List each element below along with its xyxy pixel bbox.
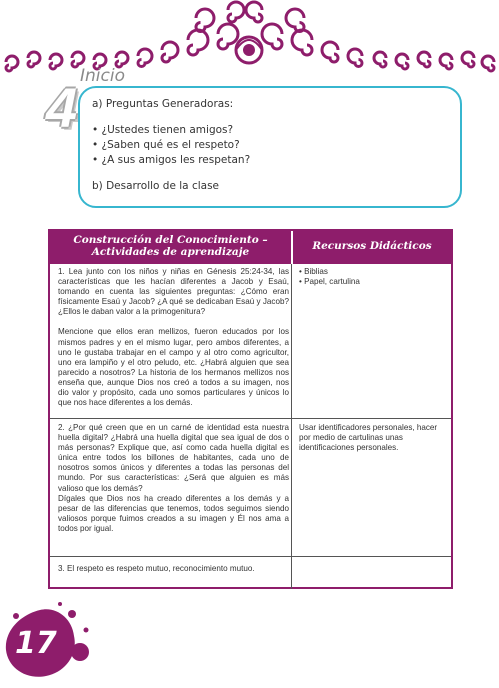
swirl-ornament-icon [0,0,499,80]
row-divider [50,418,451,419]
step-number: 4 [46,76,78,139]
intro-question: • ¿Saben qué es el respeto? [92,139,240,151]
intro-question: • ¿A sus amigos les respetan? [92,154,251,166]
page-number: 17 [15,626,57,661]
section-title: Inicio [80,66,125,86]
column-divider [291,264,292,589]
intro-footer: b) Desarrollo de la clase [92,180,219,192]
intro-question: • ¿Ustedes tienen amigos? [92,124,234,136]
table-row-1-activity: 1. Lea junto con los niños y niñas en Génesis 25:24-34, las características que les hacían diferentes a Jacob y Esaú, tomando en cuenta las siguientes preguntas: ¿Cómo eran físicamente Esaú y Jacob? ¿A qué se dedicaban Esaú y Jacob? ¿Ellos le daban valor a la primogenitura? Mencione que ellos eran mellizos, fueron educados por los mismos padres y en el mismo lugar, pero ambos diferentes, a uno le gustaba trabajar en el campo y al otro como agricultor, uno era lampiño y el otro peludo, etc. ¿Habrá alguien que sea parecido a nosotros? La historia de los hermanos mellizos nos enseña que, aunque Dios nos creó a todos a su imagen, nos dio valor y propósito, cada uno somos particulares y únicos lo que nos hace diferentes a los demás. [58,267,289,408]
intro-box [78,86,462,208]
activities-table [48,229,453,589]
row-divider [50,556,451,557]
table-row-1-resources: • Biblias • Papel, cartulina [299,267,360,287]
table-header [50,231,451,264]
header-resources: Recursos Didácticos [312,240,432,252]
table-row-3-activity: 3. El respeto es respeto mutuo, reconocimiento mutuo. [58,564,255,573]
intro-title: a) Preguntas Generadoras: [92,98,234,110]
header-activities: Construcción del Conocimiento – Actividades de aprendizaje [73,234,268,258]
table-row-2-activity: 2. ¿Por qué creen que en un carné de identidad esta nuestra huella digital? ¿Habrá una huella digital que sea igual de dos o más personas? Explique que, así como cada huella digital es única entre todos los billones de habitantes, cada uno de nosotros somos únicos y diferentes a todas las personas del mundo. Por sus características: ¿Será que alguien es más valioso que los demás? Dígales que Dios nos ha creado diferentes a los demás y a pesar de las diferencias que tenemos, todos seguimos siendo valiosos porque fuimos creados a su imagen y Él nos ama a todos por igual. [58,423,289,533]
table-row-2-resources: Usar identificadores personales, hacer por medio de cartulinas unas identificaciones personales. [299,423,438,453]
